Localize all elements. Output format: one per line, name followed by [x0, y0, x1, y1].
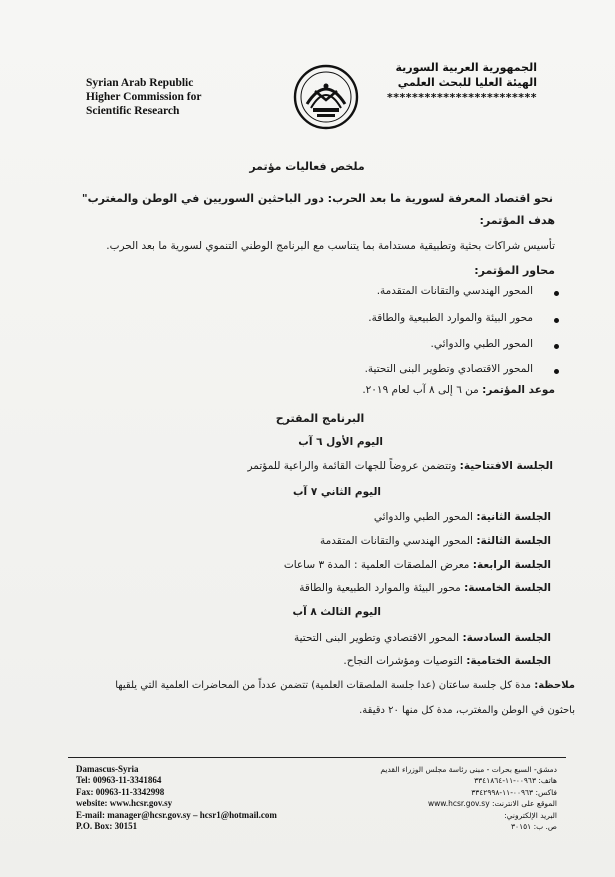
- axis-item-3: المحور الطبي والدوائي.: [430, 338, 533, 350]
- session-2-label: الجلسة الثانية:: [476, 511, 551, 523]
- header-arabic-line-2: الهيئة العليا للبحث العلمي: [397, 76, 537, 89]
- axis-item-4: المحور الاقتصادي وتطوير البنى التحتية.: [364, 363, 533, 375]
- session-2: [374, 511, 551, 523]
- goal-text: تأسيس شراكات بحثية وتطبيقية مستدامة بما يتناسب مع البرنامج الوطني التنموي لسورية ما بعد الحرب.: [106, 240, 555, 252]
- day-1-heading: اليوم الأول ٦ آب: [298, 436, 383, 448]
- footer-en-tel: Tel: 00963-11-3341864: [76, 775, 162, 786]
- header-arabic-stars: ************************: [386, 91, 537, 104]
- session-6-text: المحور الاقتصادي وتطوير البنى التحتية: [294, 632, 460, 644]
- session-4: [284, 559, 551, 571]
- session-5: [299, 582, 551, 594]
- day-2-heading: اليوم الثاني ٧ آب: [293, 486, 381, 498]
- document-title: ملخص فعاليات مؤتمر: [249, 160, 365, 173]
- session-closing-text: التوصيات ومؤشرات النجاح.: [343, 655, 463, 667]
- note-text-1: مدة كل جلسة ساعتان (عدا جلسة الملصقات العلمية) تتضمن عدداً من المحاضرات العلمية التي يلقيها: [115, 680, 532, 691]
- session-6: [294, 632, 551, 644]
- axis-item-2: محور البيئة والموارد الطبيعية والطاقة.: [368, 312, 533, 324]
- footer-en-fax: Fax: 00963-11-3342998: [76, 786, 165, 797]
- date-text: من ٦ إلى ٨ آب لعام ٢٠١٩.: [362, 384, 479, 396]
- session-5-text: محور البيئة والموارد الطبيعية والطاقة: [299, 582, 461, 594]
- goal-label: هدف المؤتمر:: [479, 214, 555, 227]
- footer-en-pobox: P.O. Box: 30151: [76, 821, 138, 832]
- axis-item-1: المحور الهندسي والتقانات المتقدمة.: [376, 285, 533, 297]
- footer-ar-email: البريد الإلكتروني:: [504, 810, 557, 820]
- footer-en-email: E-mail: manager@hcsr.gov.sy – hcsr1@hotmail.com: [76, 809, 277, 820]
- footer-english: [76, 764, 277, 832]
- footer-ar-website: الموقع على الانترنت: www.hcsr.gov.sy: [428, 799, 557, 809]
- commission-logo-icon: [293, 64, 359, 130]
- footer-en-website: website: www.hcsr.gov.sy: [76, 798, 173, 809]
- axes-label: محاور المؤتمر:: [474, 264, 555, 277]
- footer-ar-pobox: ص. ب: ٣٠١٥١: [511, 822, 557, 832]
- bullet-icon: [554, 344, 559, 349]
- session-3: [320, 535, 551, 547]
- footer-ar-fax: فاكس: ٠٠٩٦٣-١١-٣٣٤٢٩٩٨: [471, 787, 557, 797]
- session-1: [248, 460, 554, 472]
- header-arabic: [387, 60, 537, 105]
- date-label: موعد المؤتمر:: [482, 384, 555, 396]
- bullet-icon: [554, 369, 559, 374]
- day-3-heading: اليوم الثالث ٨ آب: [292, 606, 381, 618]
- header-english-line-2: Higher Commission for: [86, 91, 202, 103]
- note-line-2: باحثون في الوطن والمغترب، مدة كل منها ٢٠ دقيقة.: [359, 705, 575, 716]
- bullet-icon: [554, 318, 559, 323]
- header-english-line-1: Syrian Arab Republic: [86, 77, 194, 89]
- program-title: البرنامج المقترح: [275, 412, 365, 425]
- footer-ar-address: دمشق- السبع بحرات - مبنى رئاسة مجلس الوزراء القديم: [380, 765, 557, 774]
- footer-divider: [68, 757, 566, 758]
- session-closing-label: الجلسة الختامية:: [466, 655, 551, 667]
- note-label: ملاحظة:: [534, 680, 575, 691]
- footer-arabic: [380, 764, 557, 832]
- session-1-label: الجلسة الافتتاحية:: [459, 460, 553, 472]
- conference-date: [362, 384, 555, 396]
- session-closing: [343, 655, 551, 667]
- header-english-line-3: Scientific Research: [86, 105, 180, 117]
- note-line-1: [115, 680, 575, 691]
- session-6-label: الجلسة السادسة:: [462, 632, 551, 644]
- bullet-icon: [554, 291, 559, 296]
- footer-en-address: Damascus-Syria: [76, 764, 139, 774]
- session-4-text: معرض الملصقات العلمية : المدة ٣ ساعات: [283, 559, 470, 571]
- header-arabic-line-1: الجمهورية العربية السورية: [395, 61, 537, 74]
- header-english: [86, 76, 201, 118]
- session-5-label: الجلسة الخامسة:: [464, 582, 551, 594]
- footer-ar-tel: هاتف: ٠٠٩٦٣-١١-٣٣٤١٨٦٤: [474, 776, 557, 786]
- session-2-text: المحور الطبي والدوائي: [373, 511, 473, 523]
- session-1-text: وتتضمن عروضاً للجهات القائمة والراعية للمؤتمر: [247, 460, 457, 472]
- session-3-text: المحور الهندسي والتقانات المتقدمة: [320, 535, 473, 547]
- session-3-label: الجلسة الثالثة:: [476, 535, 551, 547]
- document-subtitle: نحو اقتصاد المعرفة لسورية ما بعد الحرب: دور الباحثين السوريين في الوطن والمغترب": [81, 192, 553, 205]
- session-4-label: الجلسة الرابعة:: [472, 559, 551, 571]
